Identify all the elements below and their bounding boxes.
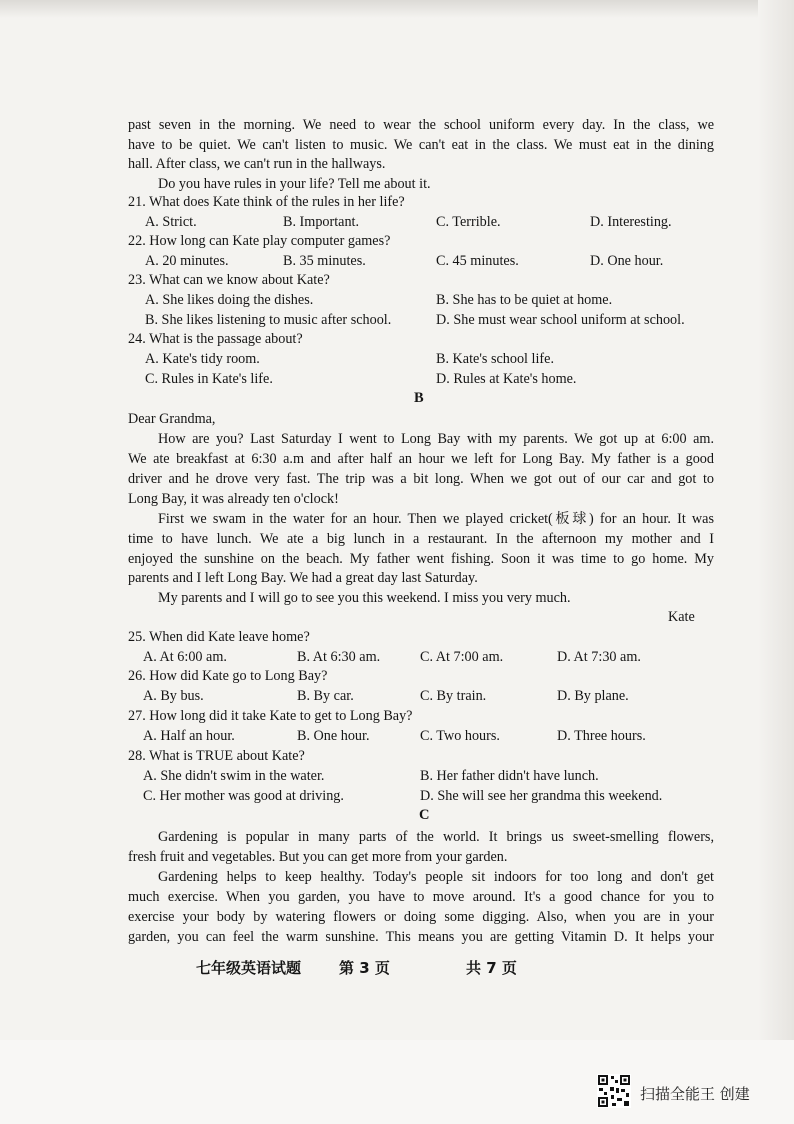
scan-edge-top — [0, 0, 794, 18]
letter-line: First we swam in the water for an hour. Then we played cricket(板球) for an hour. It was — [158, 511, 714, 527]
option[interactable]: C. Two hours. — [420, 728, 500, 744]
scan-edge-right — [758, 0, 794, 1124]
question-27: 27. How long did it take Kate to get to Long Bay? — [128, 708, 413, 724]
question-24: 24. What is the passage about? — [128, 331, 303, 347]
passage-c-line: Gardening is popular in many parts of the world. It brings us sweet-smelling flowers, — [158, 829, 714, 845]
letter-line: parents and I left Long Bay. We had a great day last Saturday. — [128, 570, 478, 586]
passage-a-line: Do you have rules in your life? Tell me about it. — [158, 176, 431, 192]
option[interactable]: A. Strict. — [145, 214, 197, 230]
passage-c-line: garden, you can feel the warm sunshine. This means you are getting Vitamin D. It helps your — [128, 929, 714, 945]
option[interactable]: C. At 7:00 am. — [420, 649, 504, 665]
letter-salutation: Dear Grandma, — [128, 411, 216, 427]
question-23: 23. What can we know about Kate? — [128, 272, 330, 288]
option[interactable]: B. 35 minutes. — [283, 253, 366, 269]
passage-c-line: much exercise. When you garden, you have to move around. It's a good chance for you to — [128, 889, 714, 905]
option[interactable]: B. Her father didn't have lunch. — [420, 768, 599, 784]
watermark-text: 扫描全能王 创建 — [640, 1085, 750, 1103]
passage-c-line: Gardening helps to keep healthy. Today's people sit indoors for too long and don't get — [158, 869, 714, 885]
letter-signature: Kate — [668, 609, 695, 625]
passage-a-line: hall. After class, we can't run in the hallways. — [128, 156, 386, 172]
passage-c-line: fresh fruit and vegetables. But you can get more from your garden. — [128, 849, 508, 865]
option[interactable]: D. Interesting. — [590, 214, 672, 230]
passage-c-line: exercise your body by watering flowers or doing some digging. Also, when you are in your — [128, 909, 714, 925]
option[interactable]: B. She likes listening to music after school. — [145, 312, 392, 328]
option[interactable]: D. Three hours. — [557, 728, 646, 744]
option[interactable]: D. At 7:30 am. — [557, 649, 641, 665]
footer-subject: 七年级英语试题 — [196, 959, 302, 977]
option[interactable]: A. Half an hour. — [143, 728, 235, 744]
letter-line: driver and he drove very fast. The trip was a bit long. When we got out of our car and got to — [128, 471, 714, 487]
letter-line: My parents and I will go to see you this weekend. I miss you very much. — [158, 590, 571, 606]
option[interactable]: A. She didn't swim in the water. — [143, 768, 325, 784]
passage-a-line: past seven in the morning. We need to wear the school uniform every day. In the class, we — [128, 117, 714, 133]
option[interactable]: A. By bus. — [143, 688, 204, 704]
option[interactable]: B. By car. — [297, 688, 354, 704]
option[interactable]: C. Terrible. — [436, 214, 501, 230]
footer-page: 第 3 页 — [339, 959, 390, 977]
option[interactable]: B. Important. — [283, 214, 360, 230]
option[interactable]: C. Her mother was good at driving. — [143, 788, 344, 804]
option[interactable]: A. She likes doing the dishes. — [145, 292, 314, 308]
section-c-title: C — [419, 807, 430, 823]
qr-code-icon — [597, 1074, 631, 1108]
passage-a-line: have to be quiet. We can't listen to music. We can't eat in the class. We must eat in the dining — [128, 137, 714, 153]
question-28: 28. What is TRUE about Kate? — [128, 748, 305, 764]
question-22: 22. How long can Kate play computer games? — [128, 233, 391, 249]
option[interactable]: A. 20 minutes. — [145, 253, 229, 269]
option[interactable]: A. Kate's tidy room. — [145, 351, 260, 367]
footer-total: 共 7 页 — [466, 959, 517, 977]
letter-line: How are you? Last Saturday I went to Long Bay with my parents. We got up at 6:00 am. — [158, 431, 714, 447]
section-b-title: B — [414, 390, 424, 406]
letter-line: We ate breakfast at 6:30 a.m and after half an hour we left for Long Bay. My father is a good — [128, 451, 714, 467]
letter-line: time to have lunch. We ate a big lunch in a restaurant. In the afternoon my mother and I — [128, 531, 714, 547]
option[interactable]: A. At 6:00 am. — [143, 649, 227, 665]
option[interactable]: C. 45 minutes. — [436, 253, 519, 269]
option[interactable]: B. At 6:30 am. — [297, 649, 381, 665]
option[interactable]: D. One hour. — [590, 253, 664, 269]
option[interactable]: D. She will see her grandma this weekend. — [420, 788, 663, 804]
option[interactable]: D. She must wear school uniform at school. — [436, 312, 685, 328]
option[interactable]: B. One hour. — [297, 728, 370, 744]
scan-bottom-area — [0, 1040, 794, 1124]
option[interactable]: C. Rules in Kate's life. — [145, 371, 273, 387]
letter-line: Long Bay, it was already ten o'clock! — [128, 491, 339, 507]
option[interactable]: D. By plane. — [557, 688, 629, 704]
question-26: 26. How did Kate go to Long Bay? — [128, 668, 328, 684]
option[interactable]: B. She has to be quiet at home. — [436, 292, 613, 308]
letter-line: enjoyed the sunshine on the beach. My father went fishing. Soon it was time to go home. My — [128, 551, 714, 567]
question-25: 25. When did Kate leave home? — [128, 629, 310, 645]
question-21: 21. What does Kate think of the rules in her life? — [128, 194, 405, 210]
option[interactable]: B. Kate's school life. — [436, 351, 555, 367]
option[interactable]: D. Rules at Kate's home. — [436, 371, 577, 387]
option[interactable]: C. By train. — [420, 688, 487, 704]
